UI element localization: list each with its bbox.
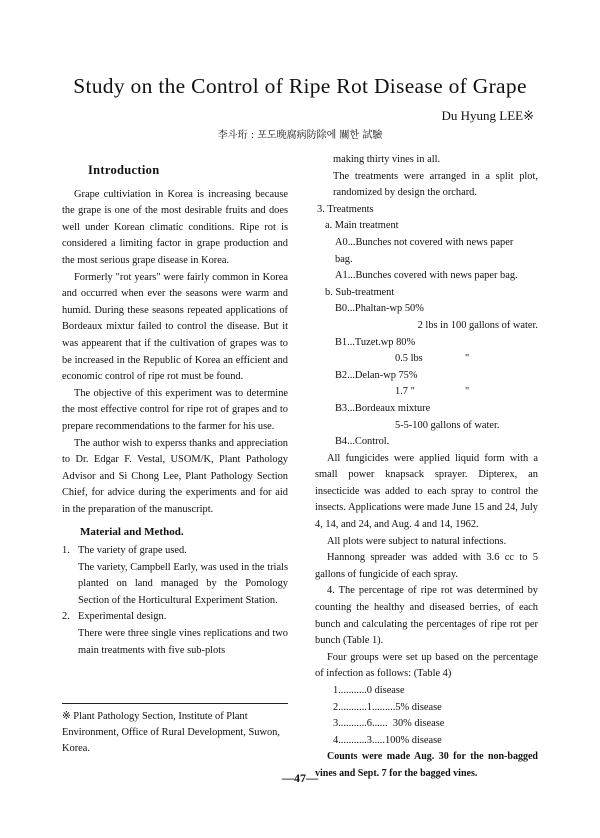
infection-groups — [315, 683, 538, 749]
treatment-b2: B2...Delan-wp 75% — [335, 369, 418, 381]
spreader-paragraph: Hannong spreader was added with 3.6 cc to 5 gallons of fungicide of each spray. — [315, 552, 538, 580]
sub-treatment-heading: b. Sub-treatment — [325, 286, 395, 298]
intro-paragraph-2: Formerly "rot years" were fairly common in Korea and occurred when ever the seasons were warm and humid. During these seasons repeated applications of Bordeaux mixtur failed to control the disease. But it was appearent that if the cultivation of grapes was to be increased in the Republic of Korea an efficient and economic control of ripe rot must be found. — [62, 271, 288, 383]
treatment-b2-rate: 1.7 " — [395, 386, 415, 398]
treatment-b1: B1...Tuzet.wp 80% — [335, 336, 416, 348]
groups-paragraph: Four groups were set up based on the percentage of infection as follows: (Table 4) — [315, 651, 538, 680]
intro-paragraph-1: Grape cultiviation in Korea is increasing because the grape is one of the most desirable fruits and does well under Korean climatic conditions. Ripe rot is considered a limiting factor in grape production and the most serious grape disease in Korea. — [62, 188, 288, 266]
method-item-2 — [62, 609, 288, 626]
page-number: —47— — [282, 771, 318, 785]
method-item-2-number: 2. — [62, 611, 70, 623]
method-item-1-number: 1. — [62, 545, 70, 557]
counts-paragraph: Counts were made Aug. 30 for the non-bagged vines and Sept. 7 for the bagged vines. — [315, 751, 538, 779]
design-text: The treatments were arranged in a split plot, randomized by design the orchard. — [333, 170, 538, 199]
continued-text: making thirty vines in all. — [333, 154, 441, 165]
treatment-b1-rate: 0.5 lbs — [395, 353, 423, 365]
intro-paragraph-4: The author wish to experss thanks and appreciation to Dr. Edgar F. Vestal, USOM/K, Plant Pathology Advisor and Si Chong Lee, Plant Pathology Section Chief, for advice during the experiments and for aid in the preparation of the manuscript. — [62, 437, 288, 515]
group-row: 3...........6...... 30% disease — [333, 718, 445, 730]
ditto-mark: " — [465, 386, 470, 398]
treatments-heading: 3. Treatments — [317, 203, 374, 215]
treatment-b0-rate: 2 lbs in 100 gallons of water. — [417, 319, 538, 331]
left-column — [62, 158, 288, 659]
percentage-paragraph: 4. The percentage of ripe rot was determined by counting the healthy and diseased berries, of each bunch and calculating the percentages of ripe rot per bunch (Table 1). — [315, 585, 538, 647]
method-item-1-text: The variety, Campbell Early, was used in the trials planted on land managed by the Pomology Section of the Horticultural Experiment Station. — [78, 561, 288, 606]
footnote: ※ Plant Pathology Section, Institute of Plant Environment, Office of Rural Development, Suwon, Korea. — [62, 703, 288, 757]
method-item-2-text: There were three single vines replications and two main treatments with five sub-plots — [78, 628, 288, 656]
right-column — [315, 152, 538, 783]
method-item-2-title: Experimental design. — [78, 611, 167, 623]
method-item-1-title: The variety of grape used. — [78, 545, 187, 557]
natural-infection-paragraph: All plots were subject to natural infections. — [327, 535, 507, 547]
treatment-b3: B3...Bordeaux mixture — [335, 402, 431, 414]
introduction-heading: Introduction — [88, 163, 160, 177]
group-row: 4...........3.....100% disease — [333, 734, 442, 746]
intro-paragraph-3: The objective of this experiment was to determine the most effective control for ripe rot of grapes and to prepare recommendations to the farmer for his use. — [62, 387, 288, 432]
treatment-b0: B0...Phaltan-wp 50% — [335, 303, 424, 315]
ditto-mark: " — [465, 353, 470, 365]
main-treatment-heading: a. Main treatment — [325, 220, 399, 232]
methods-heading: Material and Method. — [80, 526, 184, 539]
paper-title: Study on the Control of Ripe Rot Disease of Grape — [73, 74, 527, 98]
group-row: 1...........0 disease — [333, 685, 405, 696]
korean-title: 李斗珩 : 포도晩腐病防除에 關한 試驗 — [217, 130, 383, 141]
treatment-b4: B4...Control. — [335, 436, 390, 448]
author-name: Du Hyung LEE※ — [441, 108, 534, 123]
treatment-a0: A0...Bunches not covered with news paper bag. — [335, 236, 514, 265]
method-item-1 — [62, 543, 288, 560]
treatment-a1: A1...Bunches covered with news paper bag. — [335, 270, 518, 282]
group-row: 2...........1.........5% disease — [333, 701, 442, 713]
treatment-b3-rate: 5-5-100 gallons of water. — [395, 419, 500, 431]
fungicide-paragraph: All fungicides were applied liquid form with a small power knapsack sprayer. Dipterex, an insecticide was added to each spray to control the insects. Applications were made June 15 and 24, July 4, 14, and 24, and Aug. 4 and 14, 1962. — [315, 452, 538, 531]
